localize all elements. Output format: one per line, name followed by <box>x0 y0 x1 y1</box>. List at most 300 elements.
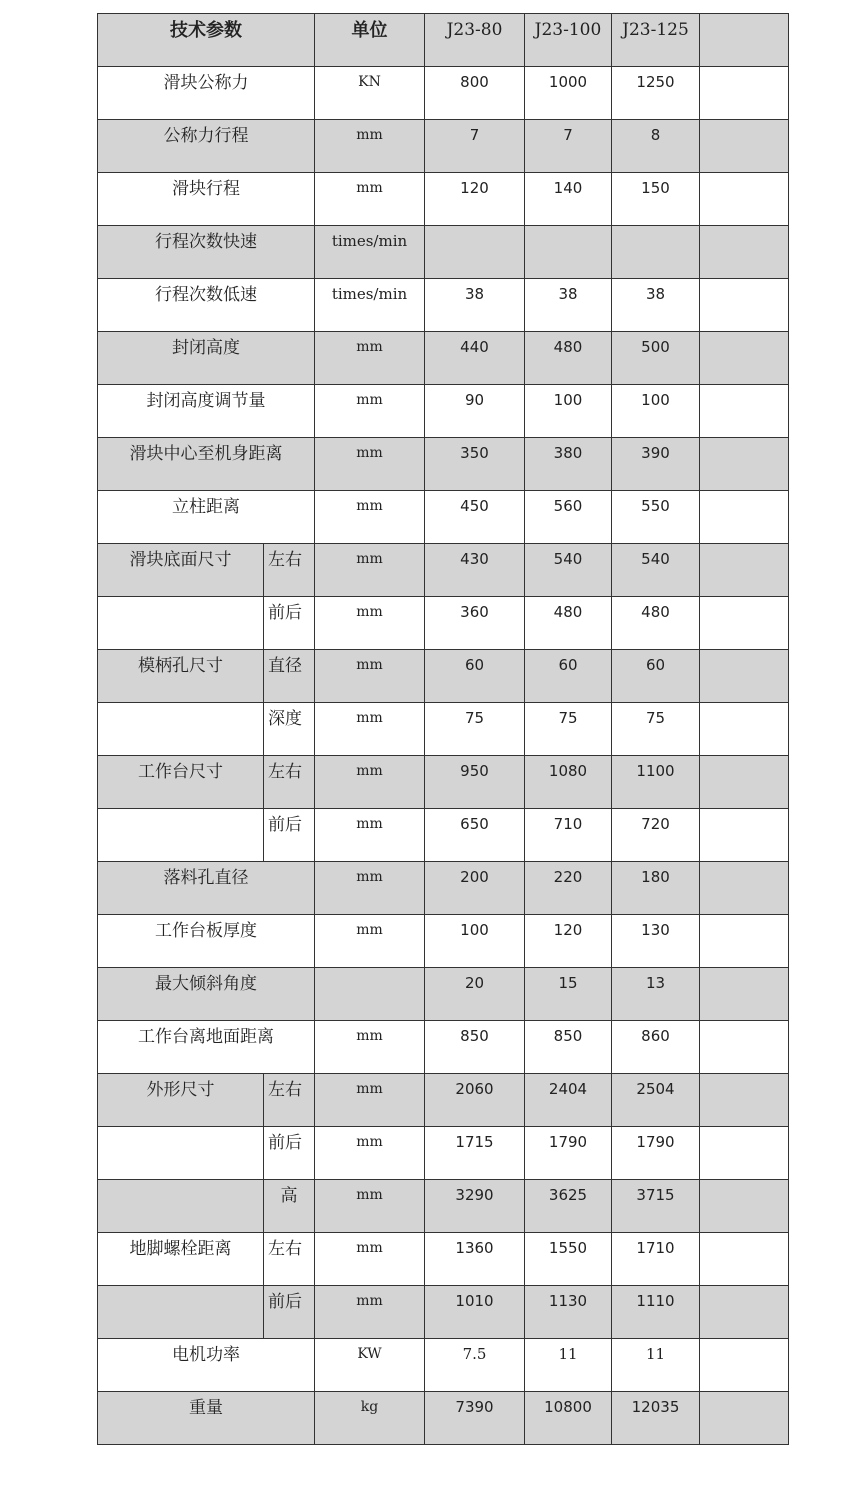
header-row <box>98 14 789 67</box>
model-value-3: 540 <box>641 550 670 568</box>
model-value-1: 450 <box>460 497 489 515</box>
model-value-3-cell <box>612 226 700 279</box>
model-value-1-cell <box>425 120 525 173</box>
table-row <box>98 1339 789 1392</box>
param-subname: 左右 <box>268 1239 302 1259</box>
header-model-label: J23-125 <box>622 20 689 40</box>
model-value-2-cell <box>525 1392 612 1445</box>
unit-value: mm <box>356 763 383 779</box>
table-row <box>98 226 789 279</box>
unit-value: mm <box>356 392 383 408</box>
extra-cell <box>700 120 789 173</box>
model-value-2: 220 <box>553 868 583 886</box>
model-value-3: 3715 <box>636 1186 675 1204</box>
model-value-1: 430 <box>460 550 489 568</box>
extra-cell <box>700 915 789 968</box>
param-name-cell <box>98 1233 264 1286</box>
model-value-3: 75 <box>645 709 666 727</box>
unit-value: mm <box>356 1187 383 1203</box>
model-value-2-cell <box>525 491 612 544</box>
table-row <box>98 862 789 915</box>
model-value-3: 720 <box>641 815 670 833</box>
model-value-2: 2404 <box>548 1080 588 1098</box>
param-name-cell <box>98 385 315 438</box>
model-value-2: 38 <box>558 285 578 303</box>
unit-value-cell <box>315 756 425 809</box>
model-value-1: 60 <box>464 656 485 674</box>
table-row <box>98 67 789 120</box>
param-subname-cell <box>264 544 315 597</box>
model-value-3: 480 <box>641 603 670 621</box>
unit-value: mm <box>356 604 383 620</box>
model-value-2: 560 <box>553 497 583 515</box>
model-value-1-cell <box>425 597 525 650</box>
model-value-3: 38 <box>645 285 666 303</box>
model-value-1: 3290 <box>455 1186 494 1204</box>
param-name: 地脚螺栓距离 <box>129 1239 232 1259</box>
param-subname-cell <box>264 597 315 650</box>
param-name: 电机功率 <box>172 1345 240 1365</box>
model-value-2: 10800 <box>544 1398 592 1416</box>
model-value-3 <box>612 226 699 234</box>
model-value-2-cell <box>525 226 612 279</box>
model-value-2: 11 <box>558 1345 578 1363</box>
model-value-3: 1100 <box>636 762 675 780</box>
param-name-cell <box>98 332 315 385</box>
model-value-1-cell <box>425 809 525 862</box>
model-value-2-cell <box>525 915 612 968</box>
extra-cell <box>700 650 789 703</box>
model-value-1: 650 <box>460 815 489 833</box>
model-value-1: 200 <box>460 868 489 886</box>
model-value-1 <box>425 226 524 234</box>
model-value-1-cell <box>425 385 525 438</box>
model-value-3-cell <box>612 968 700 1021</box>
param-subname: 直径 <box>268 656 302 676</box>
model-value-1: 7 <box>469 126 480 144</box>
table-row <box>98 173 789 226</box>
table-row <box>98 756 789 809</box>
param-name-cell <box>98 1127 264 1180</box>
model-value-1: 1360 <box>455 1239 494 1257</box>
param-name-cell <box>98 1021 315 1074</box>
model-value-3: 150 <box>641 179 670 197</box>
param-subname: 左右 <box>268 1080 302 1100</box>
model-value-1: 440 <box>460 338 489 356</box>
param-name: 重量 <box>189 1398 223 1418</box>
model-value-1: 20 <box>464 974 485 992</box>
unit-value-cell <box>315 438 425 491</box>
unit-value: kg <box>360 1399 379 1415</box>
param-subname-cell <box>264 703 315 756</box>
param-name: 滑块中心至机身距离 <box>129 444 283 464</box>
model-value-3: 12035 <box>631 1398 680 1416</box>
unit-value-cell <box>315 1074 425 1127</box>
header-extra-label <box>700 14 788 22</box>
unit-value-cell <box>315 1021 425 1074</box>
unit-value-cell <box>315 1127 425 1180</box>
param-subname-cell <box>264 809 315 862</box>
unit-value: times/min <box>331 285 408 303</box>
model-value-3-cell <box>612 809 700 862</box>
unit-value: mm <box>356 1293 383 1309</box>
header-cell-model-3 <box>612 14 700 67</box>
unit-value-cell <box>315 385 425 438</box>
model-value-1: 2060 <box>455 1080 494 1098</box>
model-value-3-cell <box>612 1339 700 1392</box>
param-name: 封闭高度调节量 <box>146 391 266 411</box>
param-subname: 前后 <box>268 815 302 835</box>
model-value-2: 100 <box>553 391 583 409</box>
param-name-cell <box>98 968 315 1021</box>
param-subname: 高 <box>280 1186 298 1206</box>
model-value-1: 75 <box>464 709 485 727</box>
model-value-3-cell <box>612 597 700 650</box>
param-name <box>98 809 263 817</box>
model-value-1: 850 <box>460 1027 489 1045</box>
table-row <box>98 703 789 756</box>
model-value-1: 350 <box>460 444 489 462</box>
model-value-1: 120 <box>460 179 489 197</box>
extra-cell <box>700 862 789 915</box>
model-value-2-cell <box>525 650 612 703</box>
model-value-3-cell <box>612 491 700 544</box>
param-subname-cell <box>264 1127 315 1180</box>
model-value-2 <box>525 226 611 234</box>
param-subname-cell <box>264 650 315 703</box>
model-value-3: 500 <box>641 338 670 356</box>
header-model-label: J23-80 <box>446 20 503 40</box>
extra-cell <box>700 385 789 438</box>
unit-value: mm <box>356 710 383 726</box>
model-value-3-cell <box>612 915 700 968</box>
table-row <box>98 650 789 703</box>
unit-value-cell <box>315 279 425 332</box>
unit-value-cell <box>315 703 425 756</box>
extra-cell <box>700 597 789 650</box>
model-value-2: 380 <box>553 444 583 462</box>
model-value-1-cell <box>425 1021 525 1074</box>
unit-value-cell <box>315 809 425 862</box>
model-value-2-cell <box>525 597 612 650</box>
model-value-3-cell <box>612 1233 700 1286</box>
param-subname: 左右 <box>268 550 302 570</box>
model-value-1-cell <box>425 226 525 279</box>
param-subname: 前后 <box>268 1133 302 1153</box>
param-name-cell <box>98 67 315 120</box>
param-name: 公称力行程 <box>163 126 249 146</box>
model-value-2: 60 <box>558 656 578 674</box>
table-row <box>98 544 789 597</box>
extra-cell <box>700 1339 789 1392</box>
model-value-1-cell <box>425 173 525 226</box>
extra-cell <box>700 332 789 385</box>
unit-value-cell <box>315 1233 425 1286</box>
model-value-2-cell <box>525 968 612 1021</box>
param-name-cell <box>98 1339 315 1392</box>
model-value-3-cell <box>612 438 700 491</box>
unit-value: mm <box>356 869 383 885</box>
param-name: 工作台离地面距离 <box>138 1027 274 1047</box>
param-name-cell <box>98 491 315 544</box>
model-value-3-cell <box>612 1180 700 1233</box>
model-value-1: 360 <box>460 603 489 621</box>
header-cell-model-2 <box>525 14 612 67</box>
model-value-2-cell <box>525 809 612 862</box>
model-value-1-cell <box>425 1339 525 1392</box>
model-value-3-cell <box>612 1127 700 1180</box>
model-value-2-cell <box>525 1127 612 1180</box>
model-value-2: 7 <box>563 126 573 144</box>
unit-value-cell <box>315 1180 425 1233</box>
param-name-cell <box>98 650 264 703</box>
extra-cell <box>700 1392 789 1445</box>
model-value-1-cell <box>425 756 525 809</box>
model-value-1-cell <box>425 703 525 756</box>
param-name-cell <box>98 544 264 597</box>
header-cell-model-1 <box>425 14 525 67</box>
param-name: 落料孔直径 <box>163 868 249 888</box>
model-value-3-cell <box>612 1286 700 1339</box>
table-row <box>98 491 789 544</box>
param-name-cell <box>98 226 315 279</box>
model-value-3: 11 <box>645 1345 666 1363</box>
param-name <box>98 703 263 711</box>
param-name <box>98 1127 263 1135</box>
extra-cell <box>700 968 789 1021</box>
extra-cell <box>700 809 789 862</box>
unit-value: mm <box>356 445 383 461</box>
param-subname-cell <box>264 1286 315 1339</box>
model-value-3: 2504 <box>636 1080 675 1098</box>
extra-cell <box>700 173 789 226</box>
param-name: 工作台尺寸 <box>138 762 223 782</box>
model-value-2: 1790 <box>548 1133 588 1151</box>
param-name-cell <box>98 597 264 650</box>
model-value-1-cell <box>425 332 525 385</box>
model-value-2: 480 <box>553 603 583 621</box>
model-value-2: 540 <box>553 550 583 568</box>
model-value-1-cell <box>425 915 525 968</box>
extra-cell <box>700 1074 789 1127</box>
model-value-3: 13 <box>645 974 666 992</box>
param-name: 外形尺寸 <box>146 1080 215 1100</box>
param-name: 立柱距离 <box>172 497 240 517</box>
model-value-2: 1130 <box>548 1292 588 1310</box>
unit-value-cell <box>315 862 425 915</box>
param-subname: 深度 <box>268 709 302 729</box>
header-unit-label: 单位 <box>351 20 388 41</box>
model-value-1: 950 <box>460 762 489 780</box>
model-value-2: 140 <box>553 179 583 197</box>
param-name-cell <box>98 915 315 968</box>
header-param-label: 技术参数 <box>170 20 242 41</box>
extra-cell <box>700 756 789 809</box>
model-value-1: 1010 <box>455 1292 494 1310</box>
unit-value: mm <box>356 339 383 355</box>
unit-value-cell <box>315 968 425 1021</box>
unit-value: mm <box>356 498 383 514</box>
model-value-1-cell <box>425 491 525 544</box>
unit-value: mm <box>356 1134 383 1150</box>
param-name-cell <box>98 279 315 332</box>
extra-cell <box>700 1021 789 1074</box>
model-value-1-cell <box>425 438 525 491</box>
extra-cell <box>700 226 789 279</box>
model-value-3-cell <box>612 1392 700 1445</box>
model-value-2-cell <box>525 385 612 438</box>
model-value-3-cell <box>612 650 700 703</box>
model-value-3-cell <box>612 173 700 226</box>
model-value-3-cell <box>612 703 700 756</box>
param-name <box>98 597 263 605</box>
model-value-1-cell <box>425 968 525 1021</box>
param-subname-cell <box>264 1074 315 1127</box>
param-subname: 前后 <box>268 1292 302 1312</box>
unit-value: times/min <box>331 232 408 250</box>
table-row <box>98 915 789 968</box>
model-value-2-cell <box>525 332 612 385</box>
model-value-2-cell <box>525 1233 612 1286</box>
param-name-cell <box>98 1180 264 1233</box>
param-name <box>98 1286 263 1294</box>
table-row <box>98 438 789 491</box>
table-row <box>98 597 789 650</box>
table-row <box>98 1233 789 1286</box>
header-model-label: J23-100 <box>534 20 602 40</box>
header-cell-extra <box>700 14 789 67</box>
model-value-3: 550 <box>641 497 670 515</box>
extra-cell <box>700 279 789 332</box>
model-value-1: 1715 <box>455 1133 494 1151</box>
model-value-1-cell <box>425 1074 525 1127</box>
param-name-cell <box>98 1392 315 1445</box>
param-subname: 前后 <box>268 603 302 623</box>
model-value-1-cell <box>425 862 525 915</box>
model-value-3: 1710 <box>636 1239 675 1257</box>
unit-value-cell <box>315 1392 425 1445</box>
model-value-1: 38 <box>464 285 485 303</box>
unit-value: mm <box>356 1081 383 1097</box>
model-value-2-cell <box>525 1339 612 1392</box>
table-row <box>98 1021 789 1074</box>
param-name-cell <box>98 862 315 915</box>
model-value-3-cell <box>612 1074 700 1127</box>
table-row <box>98 1286 789 1339</box>
unit-value-cell <box>315 1339 425 1392</box>
model-value-3-cell <box>612 756 700 809</box>
table-row <box>98 968 789 1021</box>
param-name: 滑块公称力 <box>163 73 249 93</box>
param-name-cell <box>98 120 315 173</box>
model-value-3-cell <box>612 544 700 597</box>
model-value-1-cell <box>425 67 525 120</box>
spec-table <box>97 13 789 1445</box>
param-subname-cell <box>264 1233 315 1286</box>
model-value-2: 710 <box>553 815 583 833</box>
model-value-2-cell <box>525 279 612 332</box>
extra-cell <box>700 703 789 756</box>
param-subname-cell <box>264 756 315 809</box>
model-value-1-cell <box>425 1233 525 1286</box>
param-name: 封闭高度 <box>172 338 240 358</box>
model-value-2-cell <box>525 544 612 597</box>
unit-value: mm <box>356 1240 383 1256</box>
unit-value: KW <box>357 1346 382 1362</box>
model-value-2-cell <box>525 703 612 756</box>
param-name-cell <box>98 703 264 756</box>
model-value-3: 390 <box>641 444 670 462</box>
param-name-cell <box>98 438 315 491</box>
param-subname: 左右 <box>268 762 302 782</box>
header-cell-param <box>98 14 315 67</box>
table-row <box>98 809 789 862</box>
extra-cell <box>700 491 789 544</box>
model-value-3-cell <box>612 1021 700 1074</box>
table-row <box>98 120 789 173</box>
param-name: 最大倾斜角度 <box>155 974 257 994</box>
unit-value-cell <box>315 226 425 279</box>
header-cell-unit <box>315 14 425 67</box>
model-value-3-cell <box>612 332 700 385</box>
table-row <box>98 332 789 385</box>
model-value-1: 100 <box>460 921 489 939</box>
model-value-3: 130 <box>641 921 670 939</box>
unit-value-cell <box>315 332 425 385</box>
model-value-2-cell <box>525 862 612 915</box>
unit-value-cell <box>315 120 425 173</box>
extra-cell <box>700 1286 789 1339</box>
model-value-2-cell <box>525 1021 612 1074</box>
model-value-2-cell <box>525 438 612 491</box>
unit-value: KN <box>358 74 381 90</box>
model-value-1-cell <box>425 544 525 597</box>
unit-value-cell <box>315 650 425 703</box>
unit-value: mm <box>356 816 383 832</box>
unit-value: mm <box>356 551 383 567</box>
table-row <box>98 385 789 438</box>
model-value-2-cell <box>525 67 612 120</box>
extra-cell <box>700 1127 789 1180</box>
model-value-3: 1110 <box>636 1292 675 1310</box>
model-value-2: 1080 <box>548 762 588 780</box>
unit-value: mm <box>356 1028 383 1044</box>
unit-value-cell <box>315 491 425 544</box>
model-value-1: 7.5 <box>462 1345 487 1363</box>
model-value-2: 15 <box>558 974 578 992</box>
model-value-1: 7390 <box>455 1398 494 1416</box>
param-name: 行程次数低速 <box>155 285 257 305</box>
unit-value-cell <box>315 597 425 650</box>
model-value-2-cell <box>525 1180 612 1233</box>
param-name: 滑块行程 <box>172 179 240 199</box>
model-value-3: 8 <box>650 126 661 144</box>
model-value-3: 1250 <box>636 73 675 91</box>
param-name: 滑块底面尺寸 <box>129 550 232 570</box>
unit-value-cell <box>315 173 425 226</box>
extra-cell <box>700 1180 789 1233</box>
model-value-1-cell <box>425 1392 525 1445</box>
unit-value: mm <box>356 657 383 673</box>
model-value-1-cell <box>425 1180 525 1233</box>
model-value-2: 1550 <box>548 1239 588 1257</box>
extra-cell <box>700 544 789 597</box>
model-value-1: 800 <box>460 73 489 91</box>
model-value-2: 850 <box>553 1027 583 1045</box>
model-value-2: 3625 <box>548 1186 588 1204</box>
model-value-3: 60 <box>645 656 666 674</box>
model-value-2-cell <box>525 1286 612 1339</box>
